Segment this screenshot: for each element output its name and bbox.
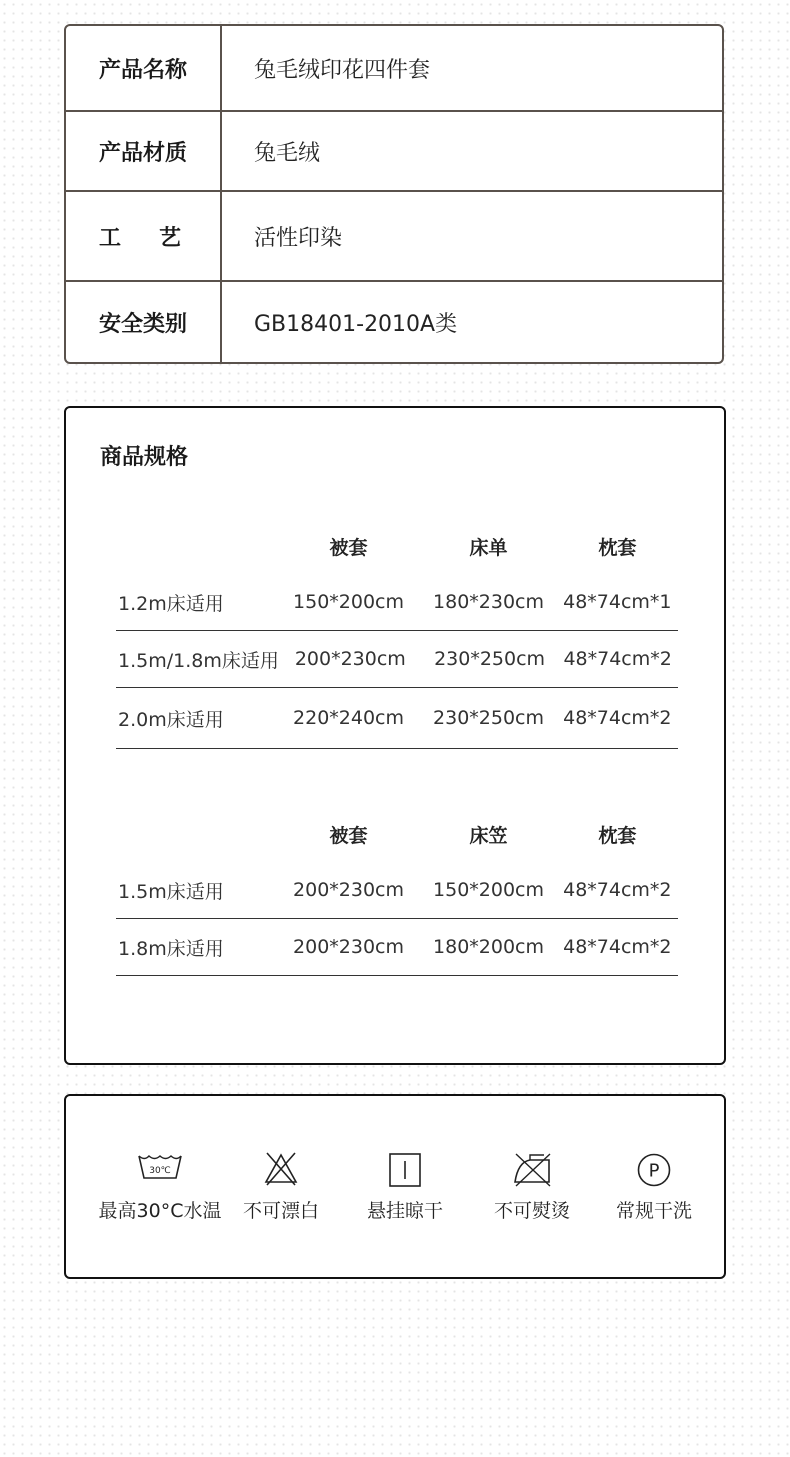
info-row-name — [66, 26, 722, 112]
table-cell: 180*200cm — [433, 936, 545, 958]
table-cell: 48*74cm*2 — [563, 648, 672, 670]
wash-30-icon — [137, 1152, 183, 1182]
care-label: 不可漂白 — [242, 1200, 319, 1222]
info-value: GB18401-2010A类 — [254, 311, 458, 337]
svg-text:30℃: 30℃ — [149, 1166, 171, 1176]
table-cell: 230*250cm — [434, 648, 546, 670]
table-cell: 180*230cm — [433, 591, 545, 613]
table-row — [116, 862, 678, 919]
info-value: 兔毛绒印花四件套 — [254, 57, 431, 83]
info-value: 活性印染 — [254, 225, 343, 251]
table-row — [116, 574, 678, 631]
column-header: 枕套 — [598, 824, 637, 847]
column-header: 被套 — [329, 824, 368, 847]
column-header: 床笠 — [469, 824, 508, 847]
care-label: 最高30°C水温 — [98, 1200, 222, 1222]
info-label: 工艺 — [66, 192, 222, 280]
care-item-dry-clean — [589, 1152, 719, 1223]
spec-box — [64, 406, 726, 1065]
dry-clean-p-icon — [636, 1152, 672, 1188]
column-header: 枕套 — [598, 536, 637, 559]
table-row — [116, 688, 678, 749]
table-cell: 48*74cm*2 — [563, 936, 672, 958]
table-cell: 200*230cm — [293, 879, 405, 901]
table-cell: 150*200cm — [293, 591, 405, 613]
spec-table-2 — [116, 806, 678, 976]
no-iron-icon — [512, 1152, 552, 1188]
care-label: 常规干洗 — [615, 1200, 692, 1222]
care-item-no-bleach — [216, 1152, 346, 1223]
svg-text:P: P — [648, 1160, 660, 1182]
table-cell: 220*240cm — [293, 707, 405, 729]
spec-table-header — [116, 518, 678, 574]
table-cell: 48*74cm*2 — [563, 707, 672, 729]
product-info-table — [64, 24, 724, 364]
hang-dry-icon — [388, 1152, 422, 1188]
spec-title: 商品规格 — [100, 445, 189, 470]
care-instructions-box — [64, 1094, 726, 1279]
table-cell: 48*74cm*2 — [563, 879, 672, 901]
care-item-wash — [95, 1152, 225, 1223]
spec-table-1 — [116, 518, 678, 749]
table-cell: 200*230cm — [294, 648, 406, 670]
info-row-craft — [66, 192, 722, 282]
column-header: 被套 — [329, 536, 368, 559]
care-label: 悬挂晾干 — [366, 1200, 443, 1222]
table-cell: 1.5m/1.8m床适用 — [118, 649, 279, 672]
table-cell: 1.2m床适用 — [118, 592, 224, 615]
info-row-material — [66, 112, 722, 192]
table-row — [116, 919, 678, 976]
spec-table-header — [116, 806, 678, 862]
table-cell: 2.0m床适用 — [118, 708, 224, 731]
info-label: 安全类别 — [66, 282, 222, 362]
care-label: 不可熨烫 — [493, 1200, 570, 1222]
info-label: 产品材质 — [66, 112, 222, 190]
column-header: 床单 — [469, 536, 508, 559]
table-cell: 200*230cm — [293, 936, 405, 958]
no-bleach-icon — [264, 1152, 298, 1186]
table-row — [116, 631, 678, 688]
info-label: 产品名称 — [66, 26, 222, 110]
table-cell: 1.8m床适用 — [118, 937, 224, 960]
info-value: 兔毛绒 — [254, 140, 321, 166]
table-cell: 230*250cm — [433, 707, 545, 729]
table-cell: 48*74cm*1 — [563, 591, 672, 613]
info-row-safety — [66, 282, 722, 362]
table-cell: 1.5m床适用 — [118, 880, 224, 903]
care-item-no-iron — [467, 1152, 597, 1223]
care-item-hang-dry — [340, 1152, 470, 1223]
table-cell: 150*200cm — [433, 879, 545, 901]
